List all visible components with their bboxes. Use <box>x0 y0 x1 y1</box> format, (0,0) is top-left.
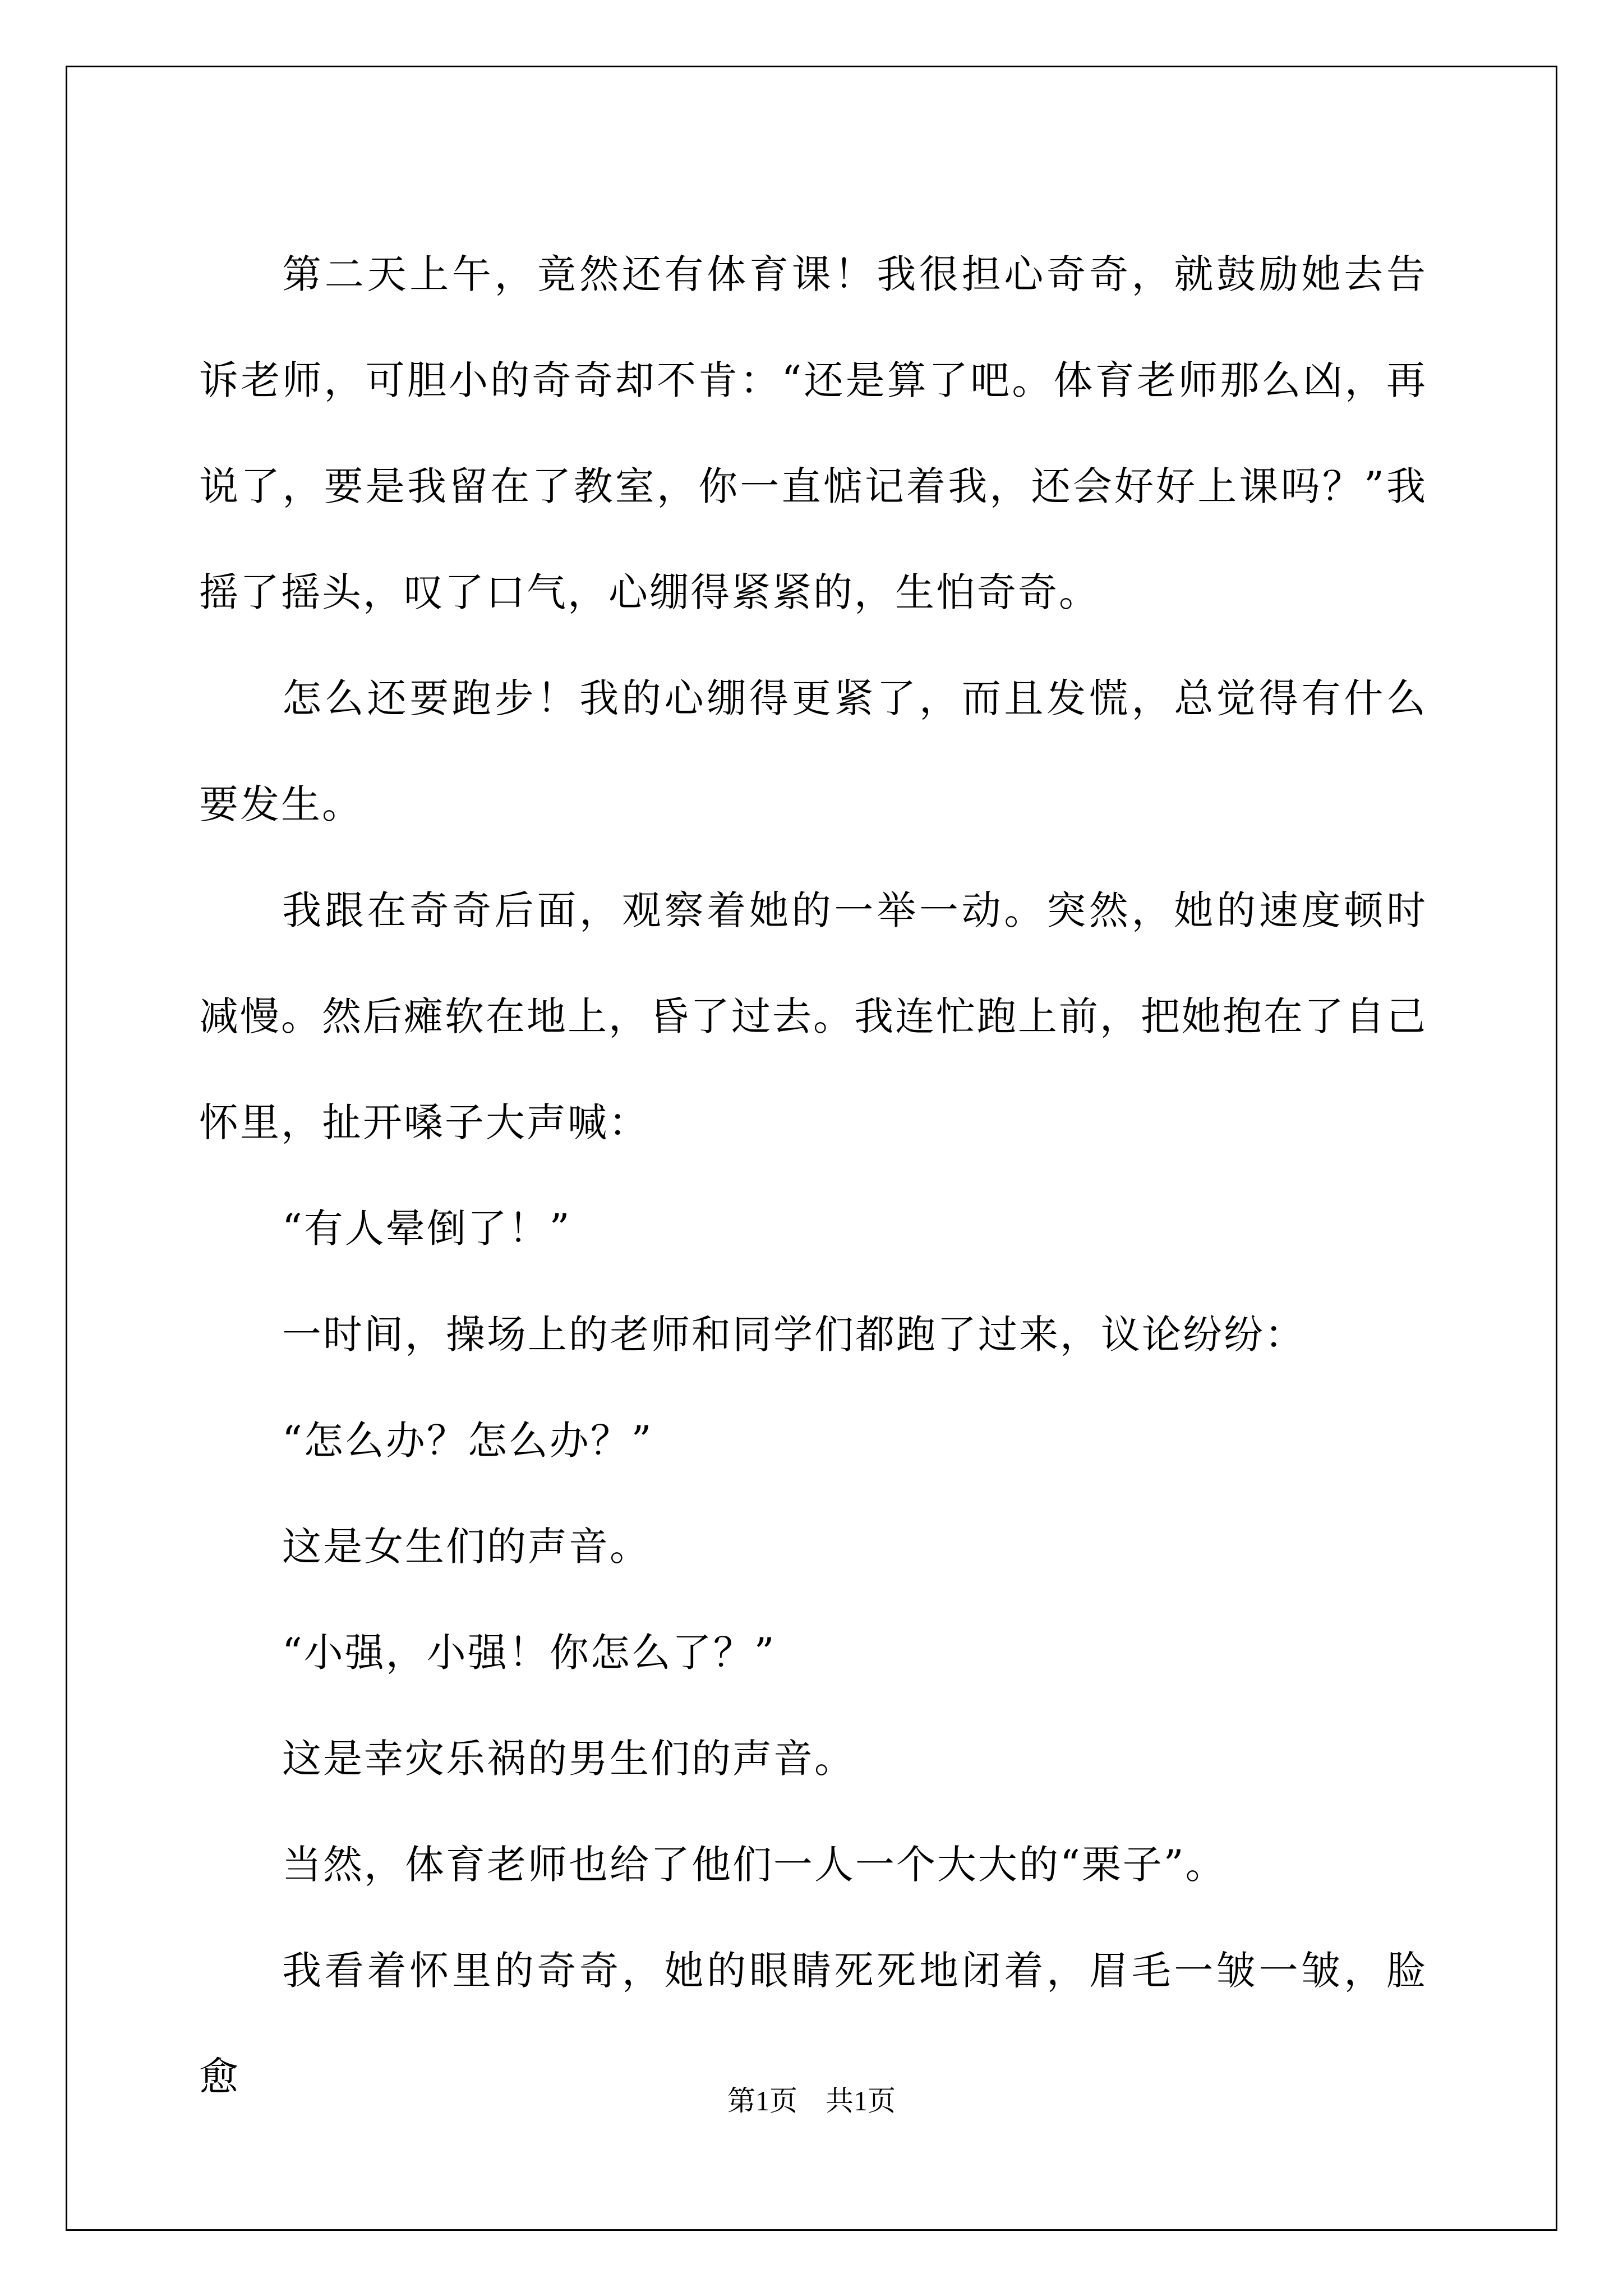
paragraph: 这是女生们的声音。 <box>282 1524 651 1570</box>
document-body <box>199 222 1427 2130</box>
paragraph: “有人晕倒了！” <box>282 1205 571 1251</box>
paragraph: 我看着怀里的奇奇，她的眼睛死死地闭着，眉毛一皱一皱，脸愈 <box>199 1948 1427 2100</box>
paragraph: 第二天上午，竟然还有体育课！我很担心奇奇，就鼓励她去告诉老师，可胆小的奇奇却不肯：“还是算了吧。体育老师那么凶，再说了，要是我留在了教室，你一直惦记着我，还会好好上课吗？”我摇了摇头，叹了口气，心绷得紧紧的，生怕奇奇。 <box>199 251 1427 615</box>
paragraph: “怎么办？怎么办？” <box>282 1418 653 1464</box>
paragraph: 这是幸灾乐祸的男生们的声音。 <box>282 1736 855 1782</box>
paragraph: 一时间，操场上的老师和同学们都跑了过来，议论纷纷： <box>282 1312 1306 1358</box>
paragraph: 我跟在奇奇后面，观察着她的一举一动。突然，她的速度顿时减慢。然后瘫软在地上，昏了过去。我连忙跑上前，把她抱在了自己怀里，扯开嗓子大声喊： <box>199 887 1427 1145</box>
paragraph: “小强，小强！你怎么了？” <box>282 1630 776 1676</box>
paragraph: 当然，体育老师也给了他们一人一个大大的“栗子”。 <box>282 1842 1227 1888</box>
paragraph: 怎么还要跑步！我的心绷得更紧了，而且发慌，总觉得有什么要发生。 <box>199 675 1427 827</box>
page-footer: 第1页 共1页 <box>727 2085 896 2116</box>
